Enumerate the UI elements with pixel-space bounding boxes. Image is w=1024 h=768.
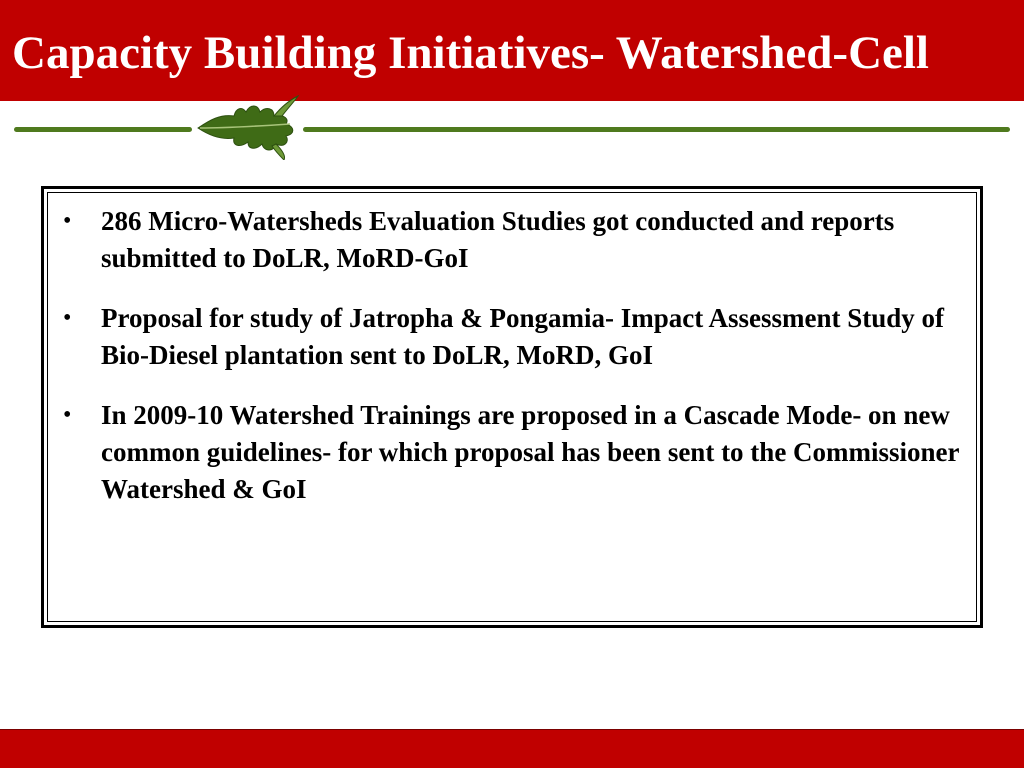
bullet-text: 286 Micro-Watersheds Evaluation Studies got conducted and reports submitted to DoLR, MoRD-GoI bbox=[101, 206, 895, 273]
content-inner-border bbox=[47, 192, 977, 622]
bullet-marker: • bbox=[63, 402, 72, 428]
content-box bbox=[41, 186, 983, 628]
oak-leaf-icon bbox=[190, 94, 310, 160]
bullet-marker: • bbox=[63, 305, 72, 331]
footer-bar bbox=[0, 729, 1024, 768]
divider-right bbox=[303, 127, 1010, 132]
divider-left bbox=[14, 127, 192, 132]
list-item bbox=[58, 203, 968, 277]
bullet-marker: • bbox=[63, 208, 72, 234]
title-bar bbox=[0, 0, 1024, 101]
bullet-text: Proposal for study of Jatropha & Pongamia- Impact Assessment Study of Bio-Diesel plantation sent to DoLR, MoRD, GoI bbox=[101, 303, 945, 370]
bullet-text: In 2009-10 Watershed Trainings are proposed in a Cascade Mode- on new common guidelines- for which proposal has been sent to the Commissioner Watershed & GoI bbox=[101, 400, 960, 504]
slide-title: Capacity Building Initiatives- Watershed-Cell bbox=[12, 27, 929, 79]
bullet-list bbox=[58, 203, 968, 531]
list-item bbox=[58, 300, 968, 374]
list-item bbox=[58, 397, 968, 508]
